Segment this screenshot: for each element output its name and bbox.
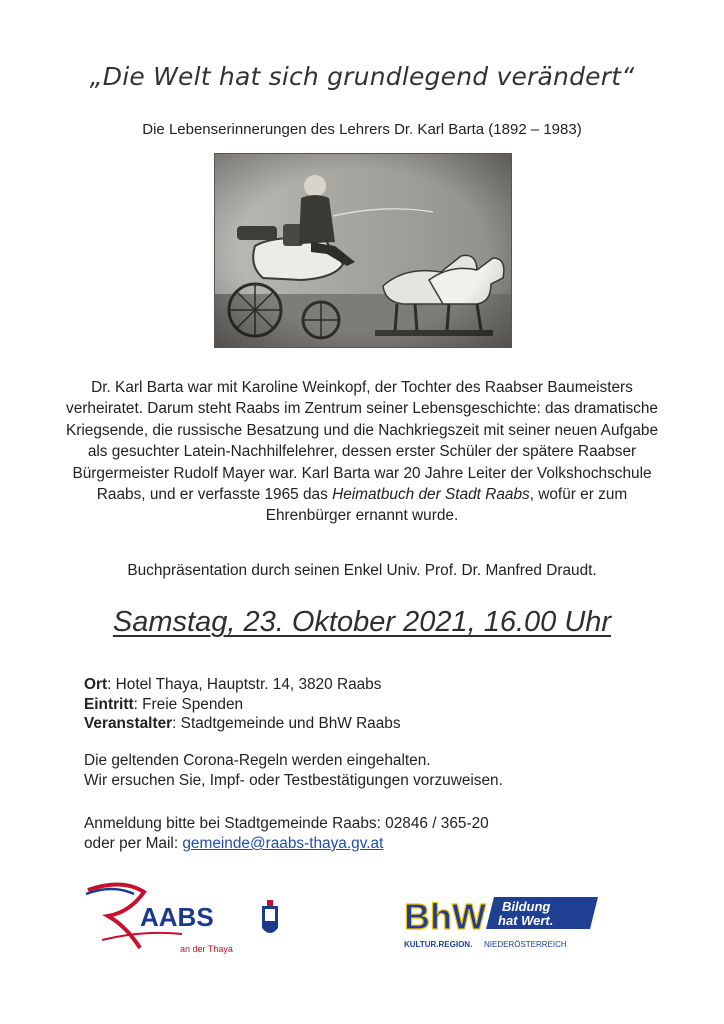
book-title: Heimatbuch der Stadt Raabs: [332, 486, 530, 504]
bhw-slogan-1: Bildung: [502, 899, 551, 914]
raabs-logo: [82, 876, 282, 956]
raabs-word: AABS: [140, 902, 214, 932]
registration-phone-line: Anmeldung bitte bei Stadtgemeinde Raabs: 02846 / 365-20: [84, 815, 489, 832]
event-title: „Die Welt hat sich grundlegend verändert“: [89, 62, 635, 91]
venue-value: : Hotel Thaya, Hauptstr. 14, 3820 Raabs: [107, 676, 382, 693]
event-details: [84, 675, 401, 734]
corona-line-1: Die geltenden Corona-Regeln werden eingehalten.: [84, 752, 431, 769]
body-part-1: Dr. Karl Barta war mit Karoline Weinkopf, der Tochter des Raabser Baumeisters verheiratet. Darum steht Raabs im Zentrum seiner Lebensgeschichte: das dramatische Kriegsende, die russische Besatzung und die Nachkriegszeit mit seiner neuen Aufgabe als gesuchter Latein-Nachhilfelehrer, dessen erster Schüler der spätere Raabser Bürgermeister Rudolf Mayer war. Karl Barta war 20 Jahre Leiter der Volkshochschule Raabs, und er verfasste 1965 das: [65, 379, 659, 504]
event-subtitle: Die Lebenserinnerungen des Lehrers Dr. Karl Barta (1892 – 1983): [142, 121, 582, 138]
corona-notice: [84, 751, 503, 791]
historic-photo-boy-in-horse-carriage: [214, 153, 512, 348]
bhw-logo: [402, 893, 602, 953]
bhw-slogan-2: hat Wert.: [498, 913, 554, 928]
registration-mail-line: [84, 834, 489, 854]
event-date: Samstag, 23. Oktober 2021, 16.00 Uhr: [112, 606, 612, 638]
admission-value: : Freie Spenden: [133, 695, 244, 713]
venue-label: Ort: [84, 676, 108, 693]
bhw-tag: KULTUR.REGION.: [404, 940, 473, 949]
biography-paragraph: [60, 377, 664, 527]
admission-line: [84, 695, 401, 715]
mail-prefix: oder per Mail:: [84, 835, 183, 852]
organizer-line: [84, 714, 401, 734]
corona-line-2: Wir ersuchen Sie, Impf- oder Testbestätigungen vorzuweisen.: [84, 772, 503, 789]
bhw-word: BhW: [404, 896, 486, 937]
venue-line: [84, 675, 401, 695]
raabs-subtitle: an der Thaya: [180, 944, 233, 954]
registration-contact: [84, 814, 489, 854]
organizer-label: Veranstalter: [84, 715, 173, 733]
coat-of-arms-icon: [262, 900, 278, 933]
email-link[interactable]: gemeinde@raabs-thaya.gv.at: [182, 835, 384, 852]
bhw-tag-region: NIEDERÖSTERREICH: [484, 940, 567, 949]
book-presentation-note: Buchpräsentation durch seinen Enkel Univ. Prof. Dr. Manfred Draudt.: [127, 562, 597, 579]
body-part-2: , wofür er zum Ehrenbürger ernannt wurde.: [265, 486, 628, 525]
admission-label: Eintritt: [84, 695, 134, 713]
organizer-value: : Stadtgemeinde und BhW Raabs: [172, 715, 401, 733]
